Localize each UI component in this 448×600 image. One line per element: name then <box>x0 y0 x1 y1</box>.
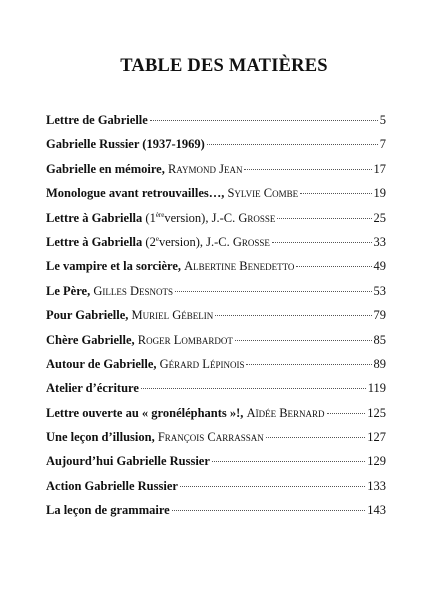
toc-entry <box>46 162 386 186</box>
toc-entry-title: Lettre ouverte au « gronéléphants »!, <box>46 405 244 420</box>
toc-entry-text <box>46 454 210 469</box>
toc-entry <box>46 357 386 381</box>
dot-leader <box>246 364 371 365</box>
toc-entry-page-number: 53 <box>373 283 386 298</box>
dot-leader <box>175 291 371 292</box>
dot-leader <box>141 388 366 389</box>
toc-entry-page-number: 17 <box>373 161 386 176</box>
edition-number: 2 <box>149 234 156 249</box>
edition-superscript: e <box>155 234 159 243</box>
toc-entry-title: Action Gabrielle Russier <box>46 478 178 493</box>
toc-entry-text <box>46 406 325 421</box>
toc-entry-title: Chère Gabrielle, <box>46 332 135 347</box>
toc-entry-page-number: 143 <box>367 503 386 518</box>
toc-entry-text <box>46 357 244 372</box>
toc-entry-text <box>46 333 233 348</box>
toc-entry <box>46 479 386 503</box>
toc-entry-title: Le vampire et la sorcière, <box>46 259 182 274</box>
toc-entry-text <box>46 479 178 494</box>
toc-entry-page-number: 49 <box>373 259 386 274</box>
dot-leader <box>266 437 365 438</box>
toc-entry-page-number: 89 <box>373 356 386 371</box>
toc-entry-author: J.-C. Grosse <box>206 234 270 249</box>
toc-entry <box>46 333 386 357</box>
toc-entry-title: Gabrielle Russier (1937-1969) <box>46 137 205 152</box>
toc-entry-text <box>46 162 242 177</box>
edition-number: 1 <box>149 210 156 225</box>
toc-entry-title: Pour Gabrielle, <box>46 308 129 323</box>
toc-entry-text <box>46 235 270 250</box>
toc-entry <box>46 259 386 283</box>
toc-entry-author: Muriel Gébelin <box>131 308 214 323</box>
toc-entry-page-number: 25 <box>373 210 386 225</box>
toc-entry-author: Sylvie Combe <box>227 186 299 201</box>
dot-leader <box>215 315 371 316</box>
toc-entry-page-number: 79 <box>373 308 386 323</box>
dot-leader <box>277 218 371 219</box>
toc-entry-text <box>46 308 213 323</box>
toc-entry-author: Albertine Benedetto <box>184 259 295 274</box>
toc-entry-title: Lettre à Gabriella <box>46 234 143 249</box>
toc-entry-edition: (1èreversion), <box>145 210 209 225</box>
edition-superscript: ère <box>155 210 165 219</box>
dot-leader <box>327 413 366 414</box>
dot-leader <box>172 510 366 511</box>
toc-entry <box>46 211 386 235</box>
toc-entry-title: Aujourd’hui Gabrielle Russier <box>46 454 210 469</box>
toc-entry <box>46 454 386 478</box>
toc-entry-text <box>46 381 139 396</box>
toc-entry-title: Lettre à Gabriella <box>46 210 143 225</box>
toc-entry-text <box>46 186 298 201</box>
toc-entry-text <box>46 137 205 152</box>
toc-entry-page-number: 133 <box>367 478 386 493</box>
toc-entry-author: Raymond Jean <box>167 161 243 176</box>
dot-leader <box>235 340 372 341</box>
toc-entry-page-number: 33 <box>373 234 386 249</box>
toc-entry-author: Gérard Lépinois <box>159 356 245 371</box>
toc-entry-text <box>46 284 173 299</box>
toc-entry <box>46 186 386 210</box>
toc-entry-author: François Carrassan <box>157 430 264 445</box>
toc-entry-page-number: 7 <box>379 137 386 152</box>
toc-entry <box>46 113 386 137</box>
toc-entry-author: J.-C. Grosse <box>211 210 276 225</box>
toc-entry-page-number: 119 <box>367 381 386 396</box>
toc-entry-page-number: 19 <box>373 186 386 201</box>
toc-entry-page-number: 129 <box>367 454 386 469</box>
toc-entry-text <box>46 113 148 128</box>
toc-entry-author: Gilles Desnots <box>93 283 174 298</box>
toc-entry-text <box>46 259 294 274</box>
toc-entry-author: Roger Lombardot <box>137 332 233 347</box>
dot-leader <box>300 193 371 194</box>
toc-entry-title: Une leçon d’illusion, <box>46 430 155 445</box>
dot-leader <box>244 169 371 170</box>
toc-entry-edition: (2eversion), <box>145 234 204 249</box>
dot-leader <box>212 461 365 462</box>
toc-entry-page-number: 85 <box>373 332 386 347</box>
toc-entry-title: La leçon de grammaire <box>46 503 170 518</box>
toc-entry <box>46 381 386 405</box>
toc-entry-text <box>46 503 170 518</box>
toc-heading: TABLE DES MATIÈRES <box>120 56 328 76</box>
toc-entry-page-number: 5 <box>379 113 386 127</box>
toc-entry <box>46 308 386 332</box>
toc-entry-title: Monologue avant retrouvailles…, <box>46 186 225 201</box>
toc-entry <box>46 137 386 161</box>
toc-entry <box>46 430 386 454</box>
toc-entry-page-number: 125 <box>367 405 386 420</box>
toc-entry-title: Lettre de Gabrielle <box>46 113 148 127</box>
dot-leader <box>272 242 372 243</box>
dot-leader <box>180 486 365 487</box>
toc-entry-author: Aïdée Bernard <box>246 405 325 420</box>
toc-entry-text <box>46 430 264 445</box>
toc-entry <box>46 284 386 308</box>
toc-entry-page-number: 127 <box>367 430 386 445</box>
toc-entry-text <box>46 211 275 226</box>
edition-rest: version), <box>158 234 204 249</box>
dot-leader <box>150 120 378 121</box>
dot-leader <box>296 266 371 267</box>
edition-rest: version), <box>164 210 209 225</box>
dot-leader <box>207 144 378 145</box>
toc-entry-title: Gabrielle en mémoire, <box>46 161 165 176</box>
toc-entry <box>46 235 386 259</box>
toc-entry-title: Atelier d’écriture <box>46 381 139 396</box>
toc-list <box>46 113 386 528</box>
toc-entry-title: Le Père, <box>46 283 91 298</box>
toc-entry-title: Autour de Gabrielle, <box>46 356 157 371</box>
toc-entry <box>46 503 386 527</box>
toc-entry <box>46 406 386 430</box>
